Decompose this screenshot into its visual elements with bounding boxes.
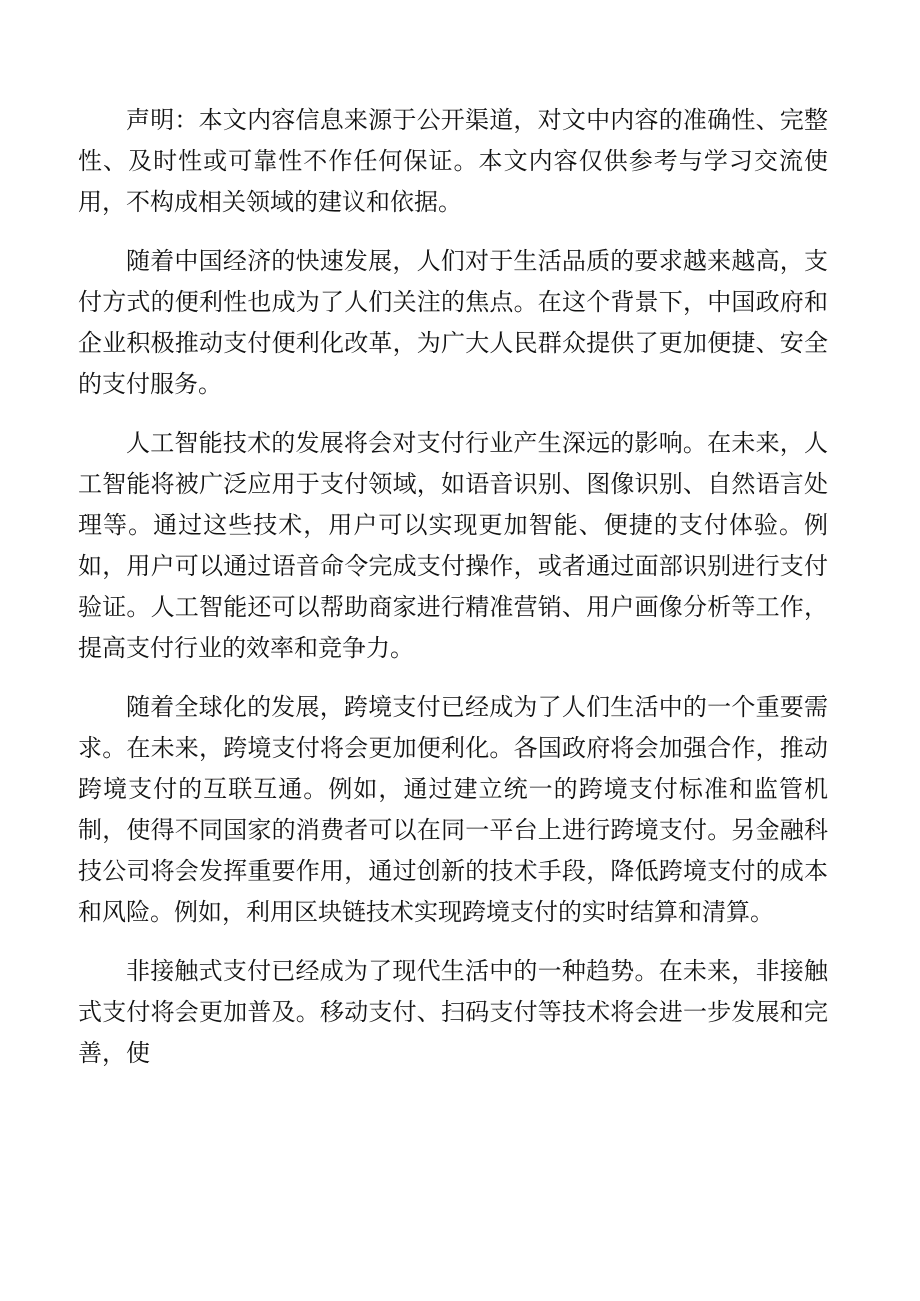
intro-paragraph: 随着中国经济的快速发展，人们对于生活品质的要求越来越高，支付方式的便利性也成为了人们关注的焦点。在这个背景下，中国政府和企业积极推动支付便利化改革，为广大人民群众提供了更加便捷、安全的支付服务。 xyxy=(78,247,828,398)
disclaimer-paragraph: 声明：本文内容信息来源于公开渠道，对文中内容的准确性、完整性、及时性或可靠性不作任何保证。本文内容仅供参考与学习交流使用，不构成相关领域的建议和依据。 xyxy=(78,106,828,216)
cross-border-paragraph: 随着全球化的发展，跨境支付已经成为了人们生活中的一个重要需求。在未来，跨境支付将会更加便利化。各国政府将会加强合作，推动跨境支付的互联互通。例如，通过建立统一的跨境支付标准和监管机制，使得不同国家的消费者可以在同一平台上进行跨境支付。另金融科技公司将会发挥重要作用，通过创新的技术手段，降低跨境支付的成本和风险。例如，利用区块链技术实现跨境支付的实时结算和清算。 xyxy=(78,693,828,926)
ai-payment-paragraph: 人工智能技术的发展将会对支付行业产生深远的影响。在未来，人工智能将被广泛应用于支付领域，如语音识别、图像识别、自然语言处理等。通过这些技术，用户可以实现更加智能、便捷的支付体验。例如，用户可以通过语音命令完成支付操作，或者通过面部识别进行支付验证。人工智能还可以帮助商家进行精准营销、用户画像分析等工作，提高支付行业的效率和竞争力。 xyxy=(78,429,828,662)
document-body xyxy=(78,100,828,1092)
contactless-paragraph: 非接触式支付已经成为了现代生活中的一种趋势。在未来，非接触式支付将会更加普及。移动支付、扫码支付等技术将会进一步发展和完善，使 xyxy=(78,957,828,1067)
